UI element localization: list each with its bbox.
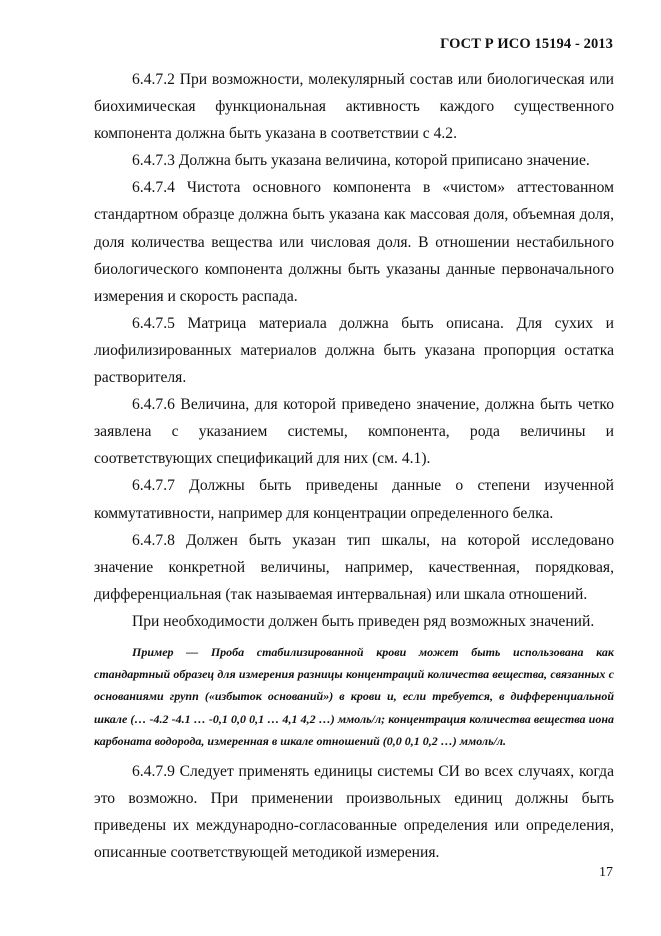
paragraph-6-4-7-7: 6.4.7.7 Должны быть приведены данные о степени изученной коммутативности, например для концентрации определенного белка. <box>94 477 614 522</box>
paragraph-6-4-7-3: 6.4.7.3 Должна быть указана величина, которой приписано значение. <box>132 152 590 170</box>
paragraph-6-4-7-2: 6.4.7.2 При возможности, молекулярный состав или биологическая или биохимическая функциональная активность каждого существенного компонента должна быть указана в соответствии с 4.2. <box>94 71 614 143</box>
paragraph-6-4-7-9: 6.4.7.9 Следует применять единицы системы СИ во всех случаях, когда это возможно. При применении произвольных единиц должны быть приведены их международно-согласованные определения или определения, описанные соответствующей методикой измерения. <box>94 762 614 862</box>
document-header: ГОСТ Р ИСО 15194 - 2013 <box>440 36 613 52</box>
document-body <box>94 66 614 866</box>
paragraph-6-4-7-6: 6.4.7.6 Величина, для которой приведено значение, должна быть четко заявлена с указанием системы, компонента, рода величины и соответствующих спецификаций для них (см. 4.1). <box>94 396 614 468</box>
page-number: 17 <box>599 865 613 880</box>
paragraph-6-4-7-8: 6.4.7.8 Должен быть указан тип шкалы, на которой исследовано значение конкретной величины, например, качественная, порядковая, дифференциальная (так называемая интервальная) или шкала отношений. <box>94 531 614 603</box>
paragraph-possible-values: При необходимости должен быть приведен ряд возможных значений. <box>132 612 595 630</box>
paragraph-6-4-7-4: 6.4.7.4 Чистота основного компонента в «чистом» аттестованном стандартном образце должна быть указана как массовая доля, объемная доля, доля количества вещества или числовая доля. В отношении нестабильного биологического компонента должны быть указаны данные первоначального измерения и скорость распада. <box>94 179 614 305</box>
paragraph-6-4-7-5: 6.4.7.5 Матрица материала должна быть описана. Для сухих и лиофилизированных материалов должна быть указана пропорция остатка растворителя. <box>94 314 614 387</box>
example-note: Пример — Проба стабилизированной крови может быть использована как стандартный образец для измерения разницы концентраций количества вещества, связанных с основаниями групп («избыток оснований») в крови и, если требуется, в дифференциальной шкале (… -4.2 -4.1 … -0,1 0,0 0,1 … 4,1 4,2 …) ммоль/л; концентрация количества вещества иона карбоната водорода, измеренная в шкале отношений (0,0 0,1 0,2 …) ммоль/л. <box>94 644 614 748</box>
